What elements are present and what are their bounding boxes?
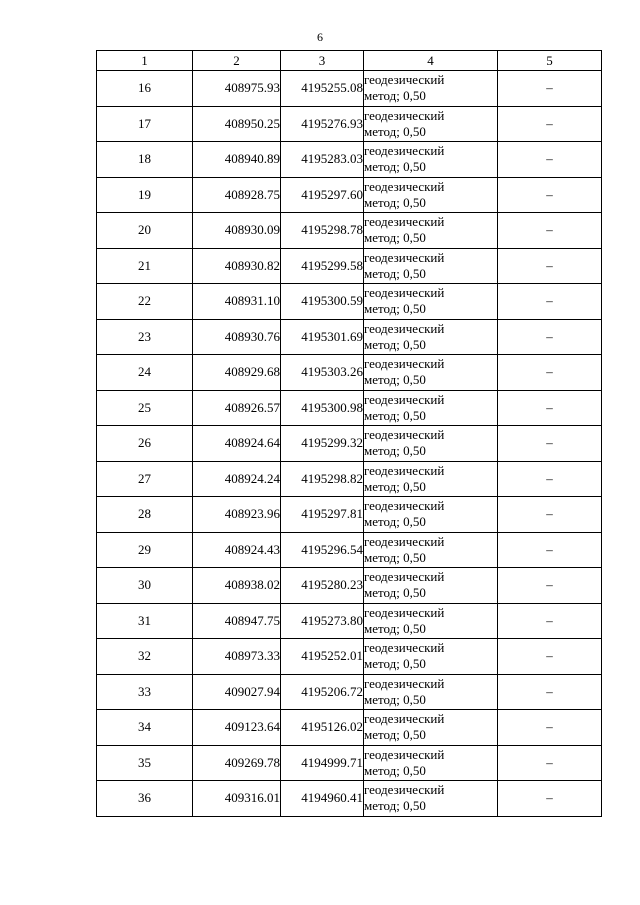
table-row [97, 177, 602, 213]
table-row [97, 284, 602, 320]
column-5-cell: – [498, 497, 602, 533]
method-line-1: геодезический [364, 675, 445, 691]
method-cell [364, 71, 498, 107]
x-coordinate-cell: 408924.24 [193, 461, 281, 497]
point-number-cell: 18 [97, 142, 193, 178]
method-line-1: геодезический [364, 604, 445, 620]
method-cell [364, 603, 498, 639]
method-line-2: метод; 0,50 [364, 88, 426, 104]
column-5-cell: – [498, 248, 602, 284]
y-coordinate-cell: 4195299.32 [281, 426, 364, 462]
point-number-cell: 27 [97, 461, 193, 497]
y-coordinate-cell: 4195280.23 [281, 568, 364, 604]
column-5-cell: – [498, 390, 602, 426]
column-5-cell: – [498, 142, 602, 178]
table-body [97, 71, 602, 817]
point-number-cell: 32 [97, 639, 193, 675]
method-line-2: метод; 0,50 [364, 194, 426, 210]
column-5-cell: – [498, 710, 602, 746]
method-line-1: геодезический [364, 214, 445, 230]
column-5-cell: – [498, 426, 602, 462]
method-line-2: метод; 0,50 [364, 159, 426, 175]
method-cell [364, 284, 498, 320]
method-cell [364, 390, 498, 426]
x-coordinate-cell: 408929.68 [193, 355, 281, 391]
x-coordinate-cell: 408931.10 [193, 284, 281, 320]
method-cell [364, 781, 498, 817]
method-line-1: геодезический [364, 640, 445, 656]
point-number-cell: 25 [97, 390, 193, 426]
method-cell [364, 248, 498, 284]
point-number-cell: 19 [97, 177, 193, 213]
point-number-cell: 31 [97, 603, 193, 639]
method-line-2: метод; 0,50 [364, 727, 426, 743]
column-5-cell: – [498, 284, 602, 320]
column-header-1: 1 [97, 51, 193, 71]
point-number-cell: 24 [97, 355, 193, 391]
point-number-cell: 23 [97, 319, 193, 355]
table-row [97, 674, 602, 710]
x-coordinate-cell: 408923.96 [193, 497, 281, 533]
table-row [97, 745, 602, 781]
y-coordinate-cell: 4195206.72 [281, 674, 364, 710]
point-number-cell: 28 [97, 497, 193, 533]
method-line-2: метод; 0,50 [364, 585, 426, 601]
method-cell [364, 745, 498, 781]
table-row [97, 568, 602, 604]
point-number-cell: 29 [97, 532, 193, 568]
y-coordinate-cell: 4195298.78 [281, 213, 364, 249]
column-5-cell: – [498, 603, 602, 639]
method-line-2: метод; 0,50 [364, 336, 426, 352]
column-header-5: 5 [498, 51, 602, 71]
column-header-3: 3 [281, 51, 364, 71]
column-5-cell: – [498, 213, 602, 249]
method-line-2: метод; 0,50 [364, 407, 426, 423]
method-line-1: геодезический [364, 462, 445, 478]
column-5-cell: – [498, 177, 602, 213]
column-header-4: 4 [364, 51, 498, 71]
y-coordinate-cell: 4195299.58 [281, 248, 364, 284]
y-coordinate-cell: 4195297.60 [281, 177, 364, 213]
x-coordinate-cell: 408924.43 [193, 532, 281, 568]
method-cell [364, 568, 498, 604]
y-coordinate-cell: 4195273.80 [281, 603, 364, 639]
column-5-cell: – [498, 461, 602, 497]
column-5-cell: – [498, 106, 602, 142]
table-row [97, 426, 602, 462]
column-5-cell: – [498, 745, 602, 781]
point-number-cell: 30 [97, 568, 193, 604]
column-header-2: 2 [193, 51, 281, 71]
y-coordinate-cell: 4194999.71 [281, 745, 364, 781]
table-row [97, 319, 602, 355]
y-coordinate-cell: 4195303.26 [281, 355, 364, 391]
x-coordinate-cell: 409027.94 [193, 674, 281, 710]
method-cell [364, 674, 498, 710]
method-cell [364, 319, 498, 355]
point-number-cell: 16 [97, 71, 193, 107]
method-line-2: метод; 0,50 [364, 762, 426, 778]
point-number-cell: 26 [97, 426, 193, 462]
method-line-1: геодезический [364, 569, 445, 585]
table-row [97, 532, 602, 568]
y-coordinate-cell: 4195296.54 [281, 532, 364, 568]
table-row [97, 355, 602, 391]
y-coordinate-cell: 4195252.01 [281, 639, 364, 675]
method-line-2: метод; 0,50 [364, 478, 426, 494]
method-line-1: геодезический [364, 533, 445, 549]
method-cell [364, 177, 498, 213]
x-coordinate-cell: 408930.09 [193, 213, 281, 249]
method-line-2: метод; 0,50 [364, 620, 426, 636]
column-5-cell: – [498, 71, 602, 107]
x-coordinate-cell: 408950.25 [193, 106, 281, 142]
method-line-2: метод; 0,50 [364, 443, 426, 459]
column-5-cell: – [498, 674, 602, 710]
method-line-1: геодезический [364, 391, 445, 407]
x-coordinate-cell: 408926.57 [193, 390, 281, 426]
method-cell [364, 461, 498, 497]
method-line-2: метод; 0,50 [364, 656, 426, 672]
x-coordinate-cell: 408924.64 [193, 426, 281, 462]
page-number: 6 [317, 30, 323, 44]
column-5-cell: – [498, 319, 602, 355]
method-line-2: метод; 0,50 [364, 372, 426, 388]
method-line-1: геодезический [364, 746, 445, 762]
x-coordinate-cell: 408930.76 [193, 319, 281, 355]
method-line-1: геодезический [364, 427, 445, 443]
method-cell [364, 497, 498, 533]
x-coordinate-cell: 408975.93 [193, 71, 281, 107]
method-cell [364, 639, 498, 675]
method-line-1: геодезический [364, 285, 445, 301]
table-row [97, 461, 602, 497]
method-cell [364, 213, 498, 249]
method-line-1: геодезический [364, 249, 445, 265]
y-coordinate-cell: 4195300.98 [281, 390, 364, 426]
y-coordinate-cell: 4194960.41 [281, 781, 364, 817]
y-coordinate-cell: 4195255.08 [281, 71, 364, 107]
method-line-2: метод; 0,50 [364, 798, 426, 814]
point-number-cell: 17 [97, 106, 193, 142]
x-coordinate-cell: 409316.01 [193, 781, 281, 817]
x-coordinate-cell: 408973.33 [193, 639, 281, 675]
point-number-cell: 33 [97, 674, 193, 710]
point-number-cell: 20 [97, 213, 193, 249]
method-cell [364, 426, 498, 462]
method-line-1: геодезический [364, 72, 445, 88]
method-line-2: метод; 0,50 [364, 301, 426, 317]
method-line-1: геодезический [364, 320, 445, 336]
table-header-row [97, 51, 602, 71]
y-coordinate-cell: 4195126.02 [281, 710, 364, 746]
column-5-cell: – [498, 781, 602, 817]
table-row [97, 781, 602, 817]
method-cell [364, 355, 498, 391]
y-coordinate-cell: 4195297.81 [281, 497, 364, 533]
method-cell [364, 532, 498, 568]
y-coordinate-cell: 4195300.59 [281, 284, 364, 320]
x-coordinate-cell: 408928.75 [193, 177, 281, 213]
method-line-1: геодезический [364, 178, 445, 194]
point-number-cell: 22 [97, 284, 193, 320]
point-number-cell: 35 [97, 745, 193, 781]
table-row [97, 639, 602, 675]
y-coordinate-cell: 4195276.93 [281, 106, 364, 142]
method-line-2: метод; 0,50 [364, 230, 426, 246]
method-line-1: геодезический [364, 782, 445, 798]
column-5-cell: – [498, 532, 602, 568]
table-row [97, 248, 602, 284]
table-row [97, 710, 602, 746]
x-coordinate-cell: 408940.89 [193, 142, 281, 178]
y-coordinate-cell: 4195298.82 [281, 461, 364, 497]
y-coordinate-cell: 4195283.03 [281, 142, 364, 178]
point-number-cell: 34 [97, 710, 193, 746]
method-line-2: метод; 0,50 [364, 691, 426, 707]
method-line-2: метод; 0,50 [364, 549, 426, 565]
table-row [97, 213, 602, 249]
method-line-1: геодезический [364, 498, 445, 514]
method-line-1: геодезический [364, 143, 445, 159]
x-coordinate-cell: 408938.02 [193, 568, 281, 604]
table-row [97, 71, 602, 107]
table-row [97, 497, 602, 533]
x-coordinate-cell: 408930.82 [193, 248, 281, 284]
method-line-1: геодезический [364, 356, 445, 372]
x-coordinate-cell: 409269.78 [193, 745, 281, 781]
table-row [97, 106, 602, 142]
method-line-2: метод; 0,50 [364, 123, 426, 139]
column-5-cell: – [498, 639, 602, 675]
method-line-2: метод; 0,50 [364, 265, 426, 281]
table-row [97, 390, 602, 426]
table-row [97, 142, 602, 178]
method-line-1: геодезический [364, 711, 445, 727]
column-5-cell: – [498, 355, 602, 391]
point-number-cell: 36 [97, 781, 193, 817]
method-line-2: метод; 0,50 [364, 514, 426, 530]
method-cell [364, 710, 498, 746]
x-coordinate-cell: 408947.75 [193, 603, 281, 639]
coordinates-table [96, 50, 602, 817]
x-coordinate-cell: 409123.64 [193, 710, 281, 746]
method-cell [364, 142, 498, 178]
column-5-cell: – [498, 568, 602, 604]
y-coordinate-cell: 4195301.69 [281, 319, 364, 355]
method-cell [364, 106, 498, 142]
point-number-cell: 21 [97, 248, 193, 284]
method-line-1: геодезический [364, 107, 445, 123]
table-row [97, 603, 602, 639]
